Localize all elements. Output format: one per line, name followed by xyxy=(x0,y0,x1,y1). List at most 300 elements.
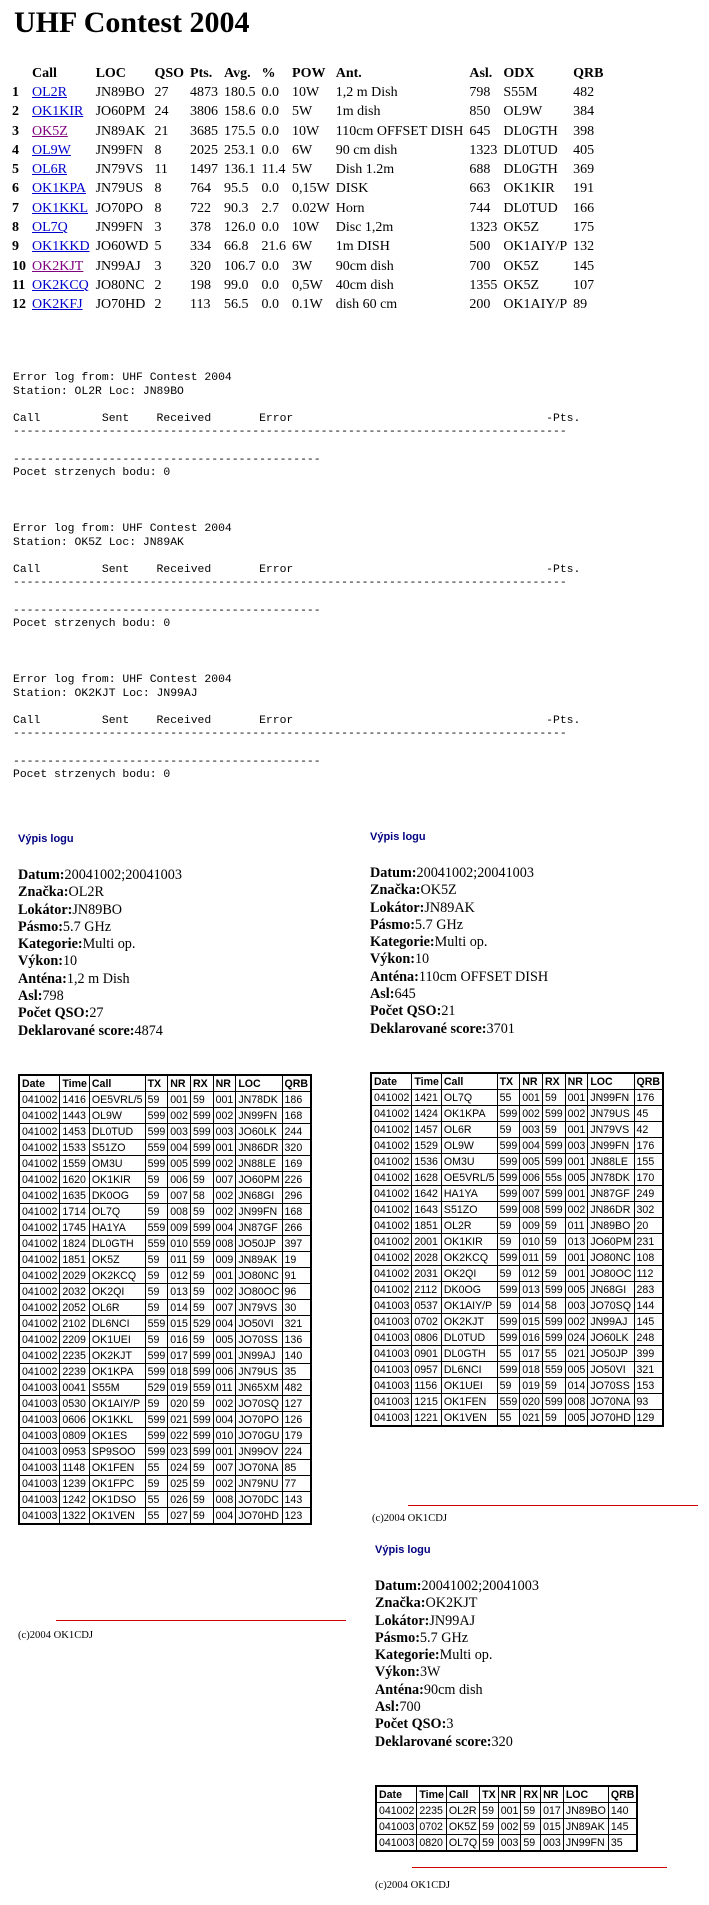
table-cell: 002 xyxy=(498,1819,521,1835)
info-line xyxy=(375,1699,539,1716)
rank-cell: 4 xyxy=(12,142,19,158)
table-cell: 153 xyxy=(634,1378,663,1394)
table-cell: OK2KJT xyxy=(441,1314,497,1330)
table-cell: 55 xyxy=(145,1492,168,1508)
table-cell: 397 xyxy=(282,1236,311,1252)
table-cell: 006 xyxy=(168,1172,191,1188)
table-cell: 041002 xyxy=(371,1106,412,1122)
table-cell: OL2R xyxy=(446,1803,479,1819)
table-cell: 59 xyxy=(190,1284,213,1300)
table-cell: 170 xyxy=(634,1170,663,1186)
table-row xyxy=(10,103,607,122)
table-cell: OK1ES xyxy=(89,1428,145,1444)
table-cell: DL6NCI xyxy=(441,1362,497,1378)
table-cell: 168 xyxy=(282,1108,311,1124)
call-cell xyxy=(30,160,94,179)
log-col-header: QRB xyxy=(634,1073,663,1090)
table-cell: 2025 xyxy=(190,142,219,158)
info-value: Multi op. xyxy=(434,934,488,951)
log-col-header: Date xyxy=(19,1075,60,1092)
rank-cell: 12 xyxy=(12,297,26,313)
table-cell: 041002 xyxy=(371,1218,412,1234)
table-cell: 59 xyxy=(190,1172,213,1188)
table-cell: 253.1 xyxy=(224,142,256,158)
table-cell: 56.5 xyxy=(224,297,249,313)
table-cell: 59 xyxy=(497,1298,520,1314)
table-cell: 002 xyxy=(213,1284,236,1300)
table-cell: 35 xyxy=(282,1364,311,1380)
station-link[interactable]: OK2KCQ xyxy=(32,277,89,293)
table-cell: 179 xyxy=(282,1428,311,1444)
table-cell: JO50JP xyxy=(588,1346,634,1362)
table-cell: 2032 xyxy=(60,1284,90,1300)
table-cell: 005 xyxy=(168,1156,191,1172)
table-cell: 175 xyxy=(573,220,595,236)
table-row xyxy=(19,1156,311,1172)
table-cell: 599 xyxy=(145,1444,168,1460)
log-title: Výpis logu xyxy=(375,1544,431,1556)
info-value: 5.7 GHz xyxy=(62,918,111,935)
table-cell: OK2QI xyxy=(441,1266,497,1282)
station-link[interactable]: OL6R xyxy=(32,162,67,178)
info-line xyxy=(370,951,548,968)
table-row xyxy=(10,296,607,315)
table-cell: 002 xyxy=(565,1314,588,1330)
table-cell: 59 xyxy=(145,1268,168,1284)
log-col-header: RX xyxy=(542,1073,565,1090)
table-cell: 1559 xyxy=(60,1156,90,1172)
table-row xyxy=(19,1300,311,1316)
rank-cell: 8 xyxy=(12,220,19,236)
info-line xyxy=(370,986,548,1003)
table-cell: 1215 xyxy=(412,1394,442,1410)
info-value: 1,2 m Dish xyxy=(66,970,130,987)
table-cell: 176 xyxy=(634,1090,663,1106)
table-cell: 007 xyxy=(168,1188,191,1204)
table-cell: 59 xyxy=(190,1332,213,1348)
table-cell: JN88LE xyxy=(588,1154,634,1170)
station-link[interactable]: OK2KJT xyxy=(32,258,84,274)
table-cell: 30 xyxy=(282,1300,311,1316)
table-cell: 6W xyxy=(292,239,313,255)
table-cell: 599 xyxy=(190,1156,213,1172)
table-cell: 3 xyxy=(154,258,162,274)
table-cell: 175.5 xyxy=(224,123,256,139)
table-cell: 599 xyxy=(542,1282,565,1298)
table-cell: 599 xyxy=(190,1364,213,1380)
table-cell: 041002 xyxy=(19,1124,60,1140)
table-cell: 041002 xyxy=(19,1172,60,1188)
table-cell: 529 xyxy=(190,1316,213,1332)
station-link[interactable]: OK1KIR xyxy=(32,104,84,120)
info-value: 20041002;20041003 xyxy=(64,867,182,883)
info-label: Deklarované score: xyxy=(375,1733,492,1750)
table-cell: 599 xyxy=(542,1154,565,1170)
table-cell: 041002 xyxy=(371,1186,412,1202)
table-cell: JO70GU xyxy=(236,1428,282,1444)
rank-cell: 9 xyxy=(12,239,19,255)
table-cell: OE5VRL/5 xyxy=(89,1092,145,1108)
table-cell: JN99AJ xyxy=(588,1314,634,1330)
table-cell: JO50VI xyxy=(588,1362,634,1378)
table-cell: 334 xyxy=(190,239,212,255)
table-cell: 002 xyxy=(565,1106,588,1122)
table-cell: OK1KPA xyxy=(89,1364,145,1380)
table-cell: 017 xyxy=(541,1803,564,1819)
info-line xyxy=(18,867,182,884)
station-link[interactable]: OK1KPA xyxy=(32,181,86,197)
table-row xyxy=(19,1476,311,1492)
table-cell: JO70HD xyxy=(95,297,146,313)
table-cell: 041002 xyxy=(19,1268,60,1284)
info-line xyxy=(370,865,548,882)
table-cell: JO60LK xyxy=(588,1330,634,1346)
table-cell: 041003 xyxy=(376,1835,417,1852)
table-cell: JN89AK xyxy=(95,123,146,139)
table-cell: 019 xyxy=(520,1378,543,1394)
table-cell: dish 60 cm xyxy=(335,297,398,313)
table-cell: 226 xyxy=(282,1172,311,1188)
table-cell: 2052 xyxy=(60,1300,90,1316)
table-cell: HA1YA xyxy=(89,1220,145,1236)
table-row xyxy=(19,1252,311,1268)
rank-cell: 5 xyxy=(12,162,19,178)
table-cell: 002 xyxy=(213,1476,236,1492)
table-cell: 112 xyxy=(634,1266,663,1282)
table-cell: 041002 xyxy=(19,1348,60,1364)
station-link[interactable]: OL7Q xyxy=(32,220,68,236)
station-link[interactable]: OL9W xyxy=(32,142,71,158)
log-col-header: QRB xyxy=(608,1786,637,1803)
info-value: Multi op. xyxy=(439,1647,493,1664)
table-cell: 005 xyxy=(520,1154,543,1170)
table-cell: 041002 xyxy=(371,1122,412,1138)
table-cell: 0,15W xyxy=(292,181,330,197)
table-cell: 010 xyxy=(213,1428,236,1444)
info-line xyxy=(370,1003,548,1020)
table-cell: JO60PM xyxy=(588,1234,634,1250)
log-col-header: TX xyxy=(480,1786,499,1803)
table-cell: HA1YA xyxy=(441,1186,497,1202)
table-cell: OK1KPA xyxy=(441,1106,497,1122)
table-cell: 405 xyxy=(573,142,595,158)
table-cell: 59 xyxy=(542,1234,565,1250)
table-cell: 482 xyxy=(573,84,595,100)
table-cell: 59 xyxy=(190,1492,213,1508)
station-link[interactable]: OK1KKL xyxy=(32,200,88,216)
table-cell: 009 xyxy=(520,1218,543,1234)
results-col-header: % xyxy=(261,65,276,81)
table-row xyxy=(371,1202,663,1218)
info-value: 90cm dish xyxy=(423,1681,483,1698)
table-cell: OK1KKL xyxy=(89,1412,145,1428)
table-cell: 1m DISH xyxy=(335,239,390,255)
table-cell: 224 xyxy=(282,1444,311,1460)
table-cell: 007 xyxy=(520,1186,543,1202)
log-header-row xyxy=(376,1786,637,1803)
table-cell: 4873 xyxy=(190,84,219,100)
table-cell: 8 xyxy=(154,142,162,158)
table-cell: 369 xyxy=(573,162,595,178)
table-cell: 004 xyxy=(168,1140,191,1156)
info-value: JN89BO xyxy=(72,901,123,918)
table-cell: 008 xyxy=(565,1394,588,1410)
log-col-header: QRB xyxy=(282,1075,311,1092)
log-ol2r xyxy=(18,833,348,1522)
info-line xyxy=(375,1716,539,1733)
info-label: Pásmo: xyxy=(370,916,415,933)
table-cell: 59 xyxy=(190,1508,213,1525)
table-cell: 041003 xyxy=(371,1410,412,1427)
error-log-ok2kjt: Error log from: UHF Contest 2004 Station: OK2KJT Loc: JN99AJ Call Sent Received Error -Pts. --------------------------------------------------------------------------------- --------------------------------------------- Pocet strzenych bodu: 0 xyxy=(13,674,581,782)
station-link[interactable]: OK1KKD xyxy=(32,239,90,255)
table-row xyxy=(371,1282,663,1298)
table-cell: 005 xyxy=(213,1332,236,1348)
table-cell: 041002 xyxy=(19,1220,60,1236)
table-cell: 127 xyxy=(282,1396,311,1412)
table-cell: 2 xyxy=(154,297,162,313)
info-label: Kategorie: xyxy=(370,934,435,951)
info-value: JN89AK xyxy=(424,899,475,916)
log-col-header: RX xyxy=(190,1075,213,1092)
table-cell: 0702 xyxy=(417,1819,447,1835)
table-cell: 198 xyxy=(190,277,212,293)
station-link[interactable]: OK5Z xyxy=(32,123,68,139)
table-cell: Dish 1.2m xyxy=(335,162,395,178)
table-cell: 003 xyxy=(213,1124,236,1140)
table-cell: 008 xyxy=(168,1204,191,1220)
log-table xyxy=(375,1785,638,1852)
info-label: Výkon: xyxy=(375,1664,420,1681)
copyright: (c)2004 OK1CDJ xyxy=(372,1513,448,1524)
table-cell: 59 xyxy=(542,1122,565,1138)
table-cell: DK0OG xyxy=(89,1188,145,1204)
table-cell: 022 xyxy=(168,1428,191,1444)
table-cell: 113 xyxy=(190,297,211,313)
table-cell: OL9W xyxy=(89,1108,145,1124)
table-cell: 168 xyxy=(282,1204,311,1220)
table-cell: 85 xyxy=(282,1460,311,1476)
table-cell: DL0GTH xyxy=(503,162,558,178)
table-row xyxy=(371,1122,663,1138)
table-row xyxy=(19,1444,311,1460)
table-cell: JO70HD xyxy=(588,1410,634,1427)
table-cell: OM3U xyxy=(441,1154,497,1170)
table-cell: OL7Q xyxy=(89,1204,145,1220)
table-cell: 0530 xyxy=(60,1396,90,1412)
table-cell: 42 xyxy=(634,1122,663,1138)
table-cell: 20 xyxy=(634,1218,663,1234)
table-cell: 95.5 xyxy=(224,181,249,197)
table-cell: OL2R xyxy=(441,1218,497,1234)
table-cell: OK1VEN xyxy=(89,1508,145,1525)
table-cell: 016 xyxy=(520,1330,543,1346)
table-cell: 0.1W xyxy=(292,297,323,313)
table-cell: OK5Z xyxy=(503,277,540,293)
table-cell: 011 xyxy=(520,1250,543,1266)
table-cell: 90cm dish xyxy=(335,258,394,274)
info-label: Počet QSO: xyxy=(375,1716,447,1733)
table-cell: DL0TUD xyxy=(503,142,558,158)
table-cell: 016 xyxy=(168,1332,191,1348)
info-value: 700 xyxy=(399,1699,421,1716)
table-cell: 126 xyxy=(282,1412,311,1428)
table-cell: JN79US xyxy=(236,1364,282,1380)
table-cell: 96 xyxy=(282,1284,311,1300)
table-cell: 013 xyxy=(168,1284,191,1300)
results-col-header: ODX xyxy=(503,65,535,81)
table-row xyxy=(19,1124,311,1140)
info-label: Kategorie: xyxy=(375,1647,440,1664)
table-cell: 005 xyxy=(565,1362,588,1378)
table-cell: 0.0 xyxy=(261,258,280,274)
table-cell: 002 xyxy=(520,1106,543,1122)
table-cell: JN87GF xyxy=(588,1186,634,1202)
table-cell: JN99OV xyxy=(236,1444,282,1460)
info-value: 27 xyxy=(89,1005,104,1022)
table-row xyxy=(371,1138,663,1154)
table-cell: OK2KCQ xyxy=(441,1250,497,1266)
table-cell: 008 xyxy=(520,1202,543,1218)
info-label: Anténa: xyxy=(370,968,419,985)
table-cell: 59 xyxy=(521,1835,541,1852)
table-cell: 021 xyxy=(565,1346,588,1362)
table-cell: OK2QI xyxy=(89,1284,145,1300)
table-cell: JN89BO xyxy=(563,1803,608,1819)
table-row xyxy=(371,1394,663,1410)
table-cell: 041002 xyxy=(376,1803,417,1819)
table-row xyxy=(19,1380,311,1396)
table-cell: JN89BO xyxy=(588,1218,634,1234)
info-value: 110cm OFFSET DISH xyxy=(418,968,549,985)
table-cell: 002 xyxy=(168,1108,191,1124)
table-cell: 020 xyxy=(520,1394,543,1410)
table-cell: 1221 xyxy=(412,1410,442,1427)
table-cell: 59 xyxy=(521,1819,541,1835)
info-label: Deklarované score: xyxy=(370,1020,487,1037)
table-row xyxy=(371,1314,663,1330)
table-cell: OK1FEN xyxy=(89,1460,145,1476)
rank-cell: 10 xyxy=(12,258,26,274)
table-cell: 0809 xyxy=(60,1428,90,1444)
info-line xyxy=(375,1595,539,1612)
station-link[interactable]: OL2R xyxy=(32,84,67,100)
table-cell: 599 xyxy=(497,1170,520,1186)
table-cell: 599 xyxy=(145,1364,168,1380)
log-col-header: Date xyxy=(376,1786,417,1803)
info-line xyxy=(375,1664,539,1681)
table-cell: 2112 xyxy=(412,1282,442,1298)
table-cell: 025 xyxy=(168,1476,191,1492)
table-cell: JO70SQ xyxy=(588,1298,634,1314)
table-cell: 6W xyxy=(292,142,313,158)
table-cell: OK2KCQ xyxy=(89,1268,145,1284)
table-cell: 244 xyxy=(282,1124,311,1140)
table-cell: 004 xyxy=(213,1316,236,1332)
info-label: Deklarované score: xyxy=(18,1022,135,1039)
table-cell: 2239 xyxy=(60,1364,90,1380)
table-cell: 1628 xyxy=(412,1170,442,1186)
table-cell: 599 xyxy=(542,1330,565,1346)
info-value: OK5Z xyxy=(420,882,457,899)
table-cell: OK1AIY/P xyxy=(503,297,568,313)
table-cell: 2235 xyxy=(417,1803,447,1819)
table-cell: OL6R xyxy=(89,1300,145,1316)
table-cell: 93 xyxy=(634,1394,663,1410)
table-cell: 10W xyxy=(292,123,320,139)
info-value: 3701 xyxy=(486,1020,515,1037)
table-cell: 1322 xyxy=(60,1508,90,1525)
table-cell: 0537 xyxy=(412,1298,442,1314)
table-cell: 21.6 xyxy=(261,239,287,255)
table-row xyxy=(19,1204,311,1220)
table-cell: 019 xyxy=(168,1380,191,1396)
table-row xyxy=(10,160,607,179)
table-cell: 0.0 xyxy=(261,104,280,120)
rank-cell: 7 xyxy=(12,200,19,216)
table-cell: 0.0 xyxy=(261,142,280,158)
table-cell: OK5Z xyxy=(446,1819,479,1835)
table-cell: 559 xyxy=(190,1380,213,1396)
results-table xyxy=(10,64,607,315)
table-cell: JN79NU xyxy=(236,1476,282,1492)
call-cell xyxy=(30,296,94,315)
table-row xyxy=(371,1106,663,1122)
table-row xyxy=(19,1220,311,1236)
info-label: Asl: xyxy=(18,988,43,1005)
info-value: 5.7 GHz xyxy=(414,916,463,933)
table-row xyxy=(10,122,607,141)
info-label: Počet QSO: xyxy=(18,1005,90,1022)
table-cell: 003 xyxy=(565,1298,588,1314)
table-cell: 599 xyxy=(190,1348,213,1364)
info-line xyxy=(375,1578,539,1595)
table-cell: 003 xyxy=(520,1122,543,1138)
table-row xyxy=(19,1284,311,1300)
table-cell: 001 xyxy=(565,1186,588,1202)
table-cell: 001 xyxy=(213,1444,236,1460)
table-cell: 010 xyxy=(168,1236,191,1252)
log-col-header: LOC xyxy=(563,1786,608,1803)
table-cell: JO70SS xyxy=(588,1378,634,1394)
info-line xyxy=(18,902,182,919)
results-col-header: Asl. xyxy=(469,65,493,81)
table-cell: 018 xyxy=(168,1364,191,1380)
table-cell: 1536 xyxy=(412,1154,442,1170)
log-col-header: Call xyxy=(446,1786,479,1803)
copyright: (c)2004 OK1CDJ xyxy=(18,1630,94,1641)
table-cell: 599 xyxy=(542,1202,565,1218)
table-cell: 041002 xyxy=(371,1202,412,1218)
table-cell: 001 xyxy=(213,1092,236,1108)
table-row xyxy=(371,1362,663,1378)
error-log-ok5z: Error log from: UHF Contest 2004 Station: OK5Z Loc: JN89AK Call Sent Received Error -Pts. --------------------------------------------------------------------------------- --------------------------------------------- Pocet strzenych bodu: 0 xyxy=(13,523,581,631)
station-link[interactable]: OK2KFJ xyxy=(32,297,83,313)
table-cell: 3806 xyxy=(190,104,219,120)
table-cell: OM3U xyxy=(89,1156,145,1172)
table-cell: OK1KIR xyxy=(89,1172,145,1188)
table-cell: 266 xyxy=(282,1220,311,1236)
table-cell: 599 xyxy=(497,1314,520,1330)
divider-line xyxy=(408,1505,698,1506)
table-cell: 21 xyxy=(154,123,169,139)
results-col-header: QSO xyxy=(154,65,185,81)
table-cell: JO60PM xyxy=(236,1172,282,1188)
table-cell: 005 xyxy=(565,1282,588,1298)
log-info xyxy=(18,867,182,1040)
table-cell: JO70PO xyxy=(236,1412,282,1428)
table-cell: 35 xyxy=(608,1835,637,1852)
